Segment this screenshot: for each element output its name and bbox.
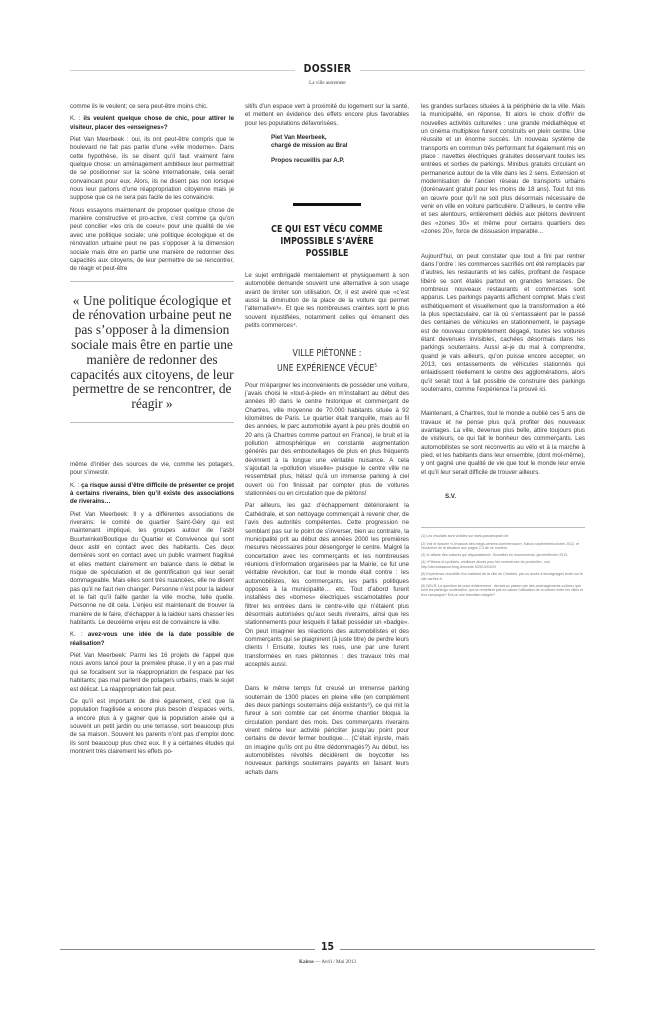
- magazine-issue: [60, 959, 595, 965]
- subheading-line-2: UNE EXPÉRIENCE VÉCUE: [277, 363, 375, 375]
- article-heading: CE QUI EST VÉCU COMME IMPOSSIBLE S’AVÈRE POSSIBLE: [271, 224, 383, 260]
- section-divider: [293, 203, 361, 206]
- pull-quote: « Une politique écologique et de rénovation urbaine peut ne pas s’opposer à la dimension sociale mais être en partie une manière de redonner des capacités aux citoyens, de leur permettre de se rencontrer, de réagir »: [70, 281, 234, 423]
- spacer: [421, 398, 585, 410]
- footnote: (1) Les résultats sont visibles sur www.parcanspach.be: [421, 534, 509, 539]
- paragraph: Aujourd’hui, on peut constater que tout a fini par rentrer dans l’ordre : les commerces sacrifiés ont été remplacés par d’autres, les restaurants et les cafés, profitant de l’espace libéré se sont étalés partout en grandes terrasses. De nombreux nouveaux restaurants et commerces sont apparus. Les parkings payants affichent complet. Mais c’est esthétiquement et visuellement que la transformation a été la plus spectaculaire, car là où s’entassaient par le passé des centaines de véhicules en stationnement, le paysage est de nouveau complètement dégagé, toutes les voitures étant devenues invisibles, cachées désormais dans les parkings souterrains. Aussi ai-je du mal à comprendre, quand je vais ailleurs, qu’on puisse encore accepter, en 2013, ces entassements de véhicules stationnés qui enlaidissent réellement le centre des agglomérations, alors qu’il serait tout à fait possible de construire des parkings souterrains, comme l’expérience l’a prouvé ici.: [421, 252, 585, 393]
- question-text: ils veulent quelque chose de chic, pour attirer le visiteur, placer des «enseignes»?: [70, 115, 234, 131]
- footnote: (4) «Piétons et cyclistes, meilleurs atouts pour les commerces de proximité», voir http://decroissance.blog.lemonde.fr/2013/03/29: [421, 560, 550, 569]
- paragraph: sitifs d’un espace vert à proximité du logement sur la santé, et mettent en évidence des effets encore plus favorables pour les populations défavorisées.: [245, 103, 409, 127]
- question-prefix: K. :: [70, 115, 84, 123]
- paragraph: même d’initier des sources de vie, comme les potagers, pour s’investir.: [70, 460, 234, 477]
- spacer: [245, 673, 409, 685]
- footnote-ref: 5: [374, 363, 377, 370]
- section-header: [70, 62, 585, 102]
- magazine-name: Kairos: [298, 959, 314, 965]
- column-3: [421, 103, 585, 600]
- interview-question: [70, 115, 234, 132]
- paragraph: Nous essayons maintenant de proposer quelque chose de manière constructive et pro-active, c’est comme ça qu’on peut concilier «les cris de coeur» pour une qualité de vie avec une politique sociale; une politique écologique et de rénovation urbaine peut ne pas s’opposer à la dimension sociale mais être en partie une manière de redonner des capacités aux citoyens, de leur permettre de se rencontrer, de réagir et peut-être: [70, 206, 234, 273]
- section-subtitle: La ville autrement: [309, 81, 346, 86]
- question-prefix: K. :: [70, 481, 82, 489]
- paragraph: comme ils le veulent; ce sera peut-être moins chic.: [70, 103, 208, 110]
- question-text: ça risque aussi d’être difficile de présenter ce projet à certains riverains, bien qu’il existe des associations de riverains…: [70, 481, 235, 506]
- footnote: (5) Expérience recueillie d’un habitant de la ville de Chartres, par un accès à témoignages tenté sur le site carfree.fr.: [421, 572, 583, 581]
- paragraph: Ce qu’il est important de dire également, c’est que la population fragilisée a encore plus besoin d’espaces verts, a encore plus à y gagner que la population aisée qui a souvent un petit jardin ou une terrasse, sort beaucoup plus de sa maison. Souvent les parents n’ont pas d’emploi donc ils sont beaucoup plus chez eux. Il y a certaines études qui montrent très clairement les effets po-: [70, 697, 234, 755]
- author-signature: S.V.: [445, 493, 457, 501]
- footnotes: [421, 527, 585, 597]
- interview-signature: [271, 134, 409, 151]
- paragraph: Dans le même temps fut creusé un immense parking souterrain de 1300 places en pleine ville (en complément des deux parkings souterrains déjà existants⁶), ce qui mit la fureur à son comble car cet énorme chantier bloqua la circulation pendant des mois. Des commerçants riverains virent même leur activité péricliter jusqu’au point pour certains de devoir fermer boutique… (C’était injuste, mais on imagine qu’ils ont pu être dédommagés?) Au début, les automobilistes révoltés décidèrent de boycotter les nouveaux parkings souterrains payants en faisant leurs achats dans: [245, 685, 409, 776]
- footnote: (3) «L’affaire des voitures qui disparaissent», Bruxelles en mouvements, janvier/février 2013.: [421, 553, 569, 558]
- spacer: [70, 423, 234, 461]
- paragraph: les grandes surfaces situées à la périphérie de la ville. Mais la municipalité, en réponse, fit alors le choix d’offrir de nouvelles activités culturelles : une grande médiathèque et un cinéma multiplexe furent construits en plein centre. Une réussite et un énorme succès. Un nouveau système de transports en commun très performant fut également mis en place : navettes électriques gratuites desservant toutes les entrées et sorties de parkings. Minibus gratuits circulant en permanence autour de la ville dans les 2 sens. Extension et modernisation de l’ancien réseau de transports urbains (dorénavant gratuit pour les moins de 18 ans). Tout fut mis en œuvre pour qu’il ne soit plus désormais nécessaire de venir en ville en voiture particulière. D’ailleurs, le centre ville et ses alentours, entièrement dédiés aux piétons devinrent des «zones 30» et même pour certains quartiers des «zones 20», force de dissuasion imparable…: [421, 103, 585, 236]
- paragraph: Par ailleurs, les gaz d’échappement détérioraient la Cathédrale, et son nettoyage commençait à revenir cher, de l’avis des autorités compétentes. Cette progression ne semblant pas sur le point de s’inverser, bien au contraire, la municipalité prit au début des années 2000 les premières mesures nécessaires pour désengorger le centre. Malgré la concertation avec les commerçants et les nombreuses réunions d’information organisées par la Mairie, ce fut une véritable révolution, car tout le monde était contre : les automobilistes, les commerçants, les partis politiques opposés à la municipalité… etc. Tout d’abord furent installées des «bornes» électriques escamotables pour filtrer les entrées dans le centre-ville qui n’étaient plus désormais autorisées qu’aux seuls riverains, ainsi que les stationnements pour lesquels il fallait posséder un «badge». On peut imaginer les réactions des automobilistes et des commerçants qui se plaignirent (à juste titre) de perdre leurs clients ! Ensuite, toutes les rues, une par une furent transformées en rues piétonnes : des travaux très mal acceptés aussi.: [245, 502, 409, 668]
- signature-role: chargé de mission au Bral: [271, 142, 348, 150]
- paragraph: Piet Van Meerbeek: Il y a différentes associations de riverains: le comité de quartier Saint-Géry qui est maintenant impliqué, les groupes autour de l’asbl Buurtwinkel/Boutique du Quartier et Convivence qui sont deux asbl en contact avec des habitants. Ces deux dernières sont en contact avec un public vraiment fragilisé et elles mettent clairement en balance dans le débat le risque de spéculation et de gentrification qui leur serait dommageable. Mais elles sont très nuancées, elle ne disent pas qu’il ne faut rien changer. Personne n’est pour la laideur et le fait qu’il faille garder la ville moche, telle quelle. Personne ne dit cela. L’enjeu est maintenant de trouver la manière de le faire, d’échapper à la laideur sans chasser les habitants. Le deuxième enjeu est de convaincre la ville.: [70, 510, 234, 627]
- footnote: (6) NDLR. La question se pose évidemment : devrait-on passer par des aménagements coûteux que sont les parkings souterrains, qui ne remettent pas en cause l’utilisation de la voiture entre les villes et leur campagne? Est-ce une transition obligée?: [421, 583, 584, 597]
- subheading-line-1: VILLE PIÉTONNE :: [292, 348, 362, 360]
- paragraph: Piet Van Meerbeek : oui, ils ont peut-être compris que le boulevard ne fait pas partie d’une «ville moderne». Dans cette hypothèse, ils se disent qu’il faut vraiment faire quelque chose: un aménagement ambitieux leur permettrait de se positionner sur la scène internationale, cela serait convaincant pour eux. Alors, ils ne disent pas non lorsque nous leur parlons d’une réappropriation citoyenne mais je suppose que ce ne sera pas facile de les convaincre.: [70, 136, 234, 202]
- paragraph: Piet Van Meerbeek: Parmi les 16 projets de l’appel que nous avons lancé pour la première phase, il y en a pas mal qui se focalisent sur la réappropriation de l’espace par les habitants; pas mal parlent de potagers urbains, mais le sujet est délicat. La réappropriation fait peur.: [70, 652, 234, 693]
- spacer: [421, 241, 585, 253]
- interview-question: [70, 631, 234, 648]
- column-1: [70, 103, 234, 760]
- subheading: [260, 348, 394, 375]
- column-2: [245, 103, 409, 781]
- interview-credit: Propos recueillis par A.P.: [271, 156, 345, 164]
- page-footer: [60, 940, 595, 970]
- question-prefix: K. :: [70, 631, 88, 639]
- paragraph: Maintenant, à Chartres, tout le monde a oublié ces 5 ans de travaux et ne pense plus qu’à profiter des nouveaux avantages. La ville, devenue plus belle, attire toujours plus de visiteurs, ce qui fait le bonheur des commerçants. Les automobilistes se sont reconvertis au vélo et à la marche à pied, et les habitants dans leur ensemble, (dont moi-même), y ont gagné une qualité de vie que tout le monde leur envie et qu’il leur serait difficile de trouver ailleurs.: [421, 410, 585, 476]
- question-text: avez-vous une idée de la date possible de réalisation?: [70, 631, 234, 647]
- page-number: 15: [320, 940, 335, 953]
- footnote: (2) Voir le dossier «L’invasion des méga-centres commerciaux», Kairos septembre/octobre 2012, et l’évolution de la situation aux pages 2-3 de ce numéro.: [421, 541, 580, 551]
- section-title: DOSSIER: [303, 62, 352, 75]
- signature-name: Piet Van Meerbeek,: [271, 134, 327, 142]
- paragraph: Pour m’épargner les inconvénients de posséder une voiture, j’avais choisi le «tout-à-pied» en m’installant au début des années 80 dans le centre historique et commerçant de Chartres, ville moyenne de 70.000 habitants située à 92 kilomètres de Paris. Le quartier était tranquille, mais au fil des années, le parc automobile ayant à peu près doublé en 20 ans (à Chartres comme partout en France), le bruit et la pollution atmosphérique en constante augmentation générés par des embouteillages de plus en plus fréquents devinrent à la longue une véritable nuisance. A cela s’ajoutait la «pollution visuelle» puisque le centre ville ne ressemblait plus, hélas! qu’à un immense parking à ciel ouvert où l’on finissait par compter plus de voitures stationnées ou en circulation que de piétons!: [245, 381, 409, 498]
- paragraph: Le sujet embrigadé mentalement et physiquement à son automobile demande souvent une alternative à son usage avant de limiter son utilisation. Or, il est avéré que «c’est aussi la diminution de la place de la voiture qui permet l’alternative³». Et que les nombreuses craintes sont le plus souvent injustifiées, notamment celles qui émanent des petits commerces⁴.: [245, 272, 409, 330]
- interview-question: [70, 482, 234, 507]
- issue-date: — Avril / Mai 2013: [313, 959, 357, 965]
